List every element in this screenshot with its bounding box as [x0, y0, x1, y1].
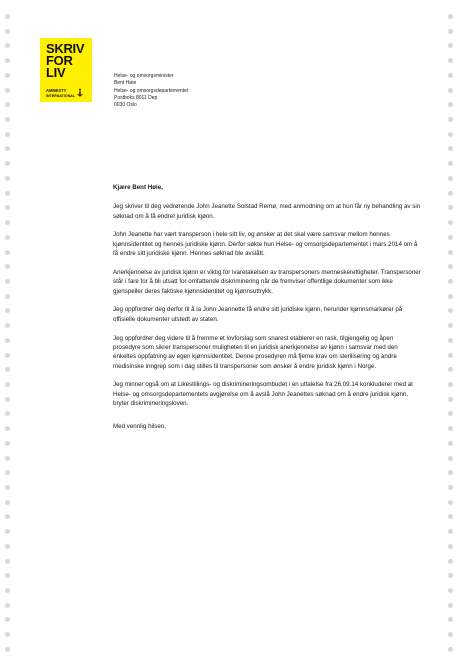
- perforation-dot: [5, 264, 10, 269]
- perforation-dot: [5, 191, 10, 196]
- perforation-dot: [5, 308, 10, 313]
- perforation-dot: [5, 588, 10, 593]
- perforation-dot: [5, 323, 10, 328]
- address-line: Bent Høie: [114, 80, 137, 87]
- perforation-dot: [448, 353, 453, 358]
- perforation-dot: [448, 323, 453, 328]
- perforation-dot: [448, 235, 453, 240]
- perforation-dot: [448, 132, 453, 137]
- perforation-dot: [448, 485, 453, 490]
- candle-icon: [77, 88, 83, 98]
- perforation-dot: [5, 411, 10, 416]
- perforation-dot: [448, 294, 453, 299]
- paragraph-6: Jeg minner også om at Likestillings- og diskrimineringsombudet i en uttalelse fra 26.09.14 konkluderer med at Helse- og omsorgsdepartementets avgjørelse om å avslå John Jeanettes søknad om å endre juridisk kjønn, bryter diskrimineringsloven.: [113, 381, 413, 408]
- perforation-dot: [448, 264, 453, 269]
- perforation-dot: [5, 117, 10, 122]
- perforation-dot: [5, 573, 10, 578]
- perforation-dot: [5, 220, 10, 225]
- paragraph-3: Anerkjennelse av juridisk kjønn er viktig for ivaretakelsen av transpersoners menneskerettigheter. Transpersoner står i fare for å bli utsatt for omfattende diskriminering når de fremviser offentlige dokumenter som ikke gjenspeiler deres faktiske kjønnsidentitet og kjønnsuttrykk.: [113, 268, 421, 295]
- perforation-dot: [448, 161, 453, 166]
- paragraph-1: Jeg skriver til deg vedrørende John Jeanette Solstad Remø, med anmodning om at hun får ny behandling av sin søknad om å få endret juridisk kjønn.: [113, 203, 421, 220]
- perforation-dot: [5, 235, 10, 240]
- closing: Med vennlig hilsen,: [113, 423, 166, 431]
- perforation-dot: [448, 73, 453, 78]
- perforation-dot: [448, 382, 453, 387]
- perforation-dot: [448, 514, 453, 519]
- perforation-dot: [448, 308, 453, 313]
- perforation-dot: [448, 58, 453, 63]
- perforation-dot: [5, 279, 10, 284]
- perforation-dot: [448, 397, 453, 402]
- logo-line-2: FOR: [46, 53, 73, 68]
- perforation-dot: [5, 294, 10, 299]
- address-line: 0030 Oslo: [114, 102, 137, 109]
- perforation-dot: [5, 500, 10, 505]
- brand-bottom: INTERNATIONAL: [46, 94, 76, 98]
- perforation-dot: [448, 279, 453, 284]
- perforation-dot: [448, 146, 453, 151]
- perforation-dot: [448, 529, 453, 534]
- perforation-dot: [5, 382, 10, 387]
- perforation-dot: [5, 73, 10, 78]
- perforation-dot: [448, 617, 453, 622]
- perforation-dot: [5, 43, 10, 48]
- perforation-dot: [5, 514, 10, 519]
- perforation-dot: [448, 117, 453, 122]
- perforation-dot: [5, 102, 10, 107]
- perforation-dot: [5, 146, 10, 151]
- right-edge-perforation: [446, 14, 454, 652]
- logo-line-3: LIV: [46, 65, 66, 80]
- perforation-dot: [5, 617, 10, 622]
- perforation-dot: [5, 367, 10, 372]
- perforation-dot: [5, 161, 10, 166]
- perforation-dot: [448, 573, 453, 578]
- logo-line-1: SKRIV: [46, 41, 85, 56]
- perforation-dot: [5, 632, 10, 637]
- left-edge-perforation: [3, 14, 11, 652]
- perforation-dot: [5, 14, 10, 19]
- perforation-dot: [448, 426, 453, 431]
- perforation-dot: [5, 205, 10, 210]
- perforation-dot: [5, 559, 10, 564]
- perforation-dot: [5, 250, 10, 255]
- perforation-dot: [5, 544, 10, 549]
- perforation-dot: [5, 338, 10, 343]
- perforation-dot: [448, 43, 453, 48]
- perforation-dot: [5, 132, 10, 137]
- perforation-dot: [448, 191, 453, 196]
- perforation-dot: [5, 485, 10, 490]
- skriv-for-liv-logo: [40, 38, 92, 102]
- address-line: Postboks 8011 Dep: [114, 94, 158, 101]
- perforation-dot: [448, 500, 453, 505]
- brand-top: AMNESTY: [46, 88, 67, 94]
- perforation-dot: [448, 632, 453, 637]
- perforation-dot: [5, 29, 10, 34]
- perforation-dot: [5, 88, 10, 93]
- perforation-dot: [5, 58, 10, 63]
- perforation-dot: [5, 441, 10, 446]
- perforation-dot: [5, 529, 10, 534]
- perforation-dot: [448, 544, 453, 549]
- perforation-dot: [448, 647, 453, 652]
- perforation-dot: [448, 88, 453, 93]
- perforation-dot: [448, 205, 453, 210]
- perforation-dot: [448, 441, 453, 446]
- perforation-dot: [448, 14, 453, 19]
- perforation-dot: [448, 220, 453, 225]
- perforation-dot: [448, 176, 453, 181]
- address-line: Helse- og omsorgsminister: [114, 73, 174, 79]
- perforation-dot: [448, 456, 453, 461]
- perforation-dot: [448, 367, 453, 372]
- address-line: Helse- og omsorgsdepartementet: [114, 87, 189, 94]
- perforation-dot: [448, 29, 453, 34]
- perforation-dot: [5, 470, 10, 475]
- salutation: Kjære Bent Høie,: [113, 184, 163, 191]
- perforation-dot: [5, 603, 10, 608]
- paragraph-2: John Jeanette har vært transperson i hele sitt liv, og ønsker at det skal være samsvar mellom hennes kjønnsidentitet og hennes juridiske kjønn. Derfor søkte hun Helse- og omsorgsdepartementet i mars 2014 om å få endre sitt juridiske kjønn. Hennes søknad ble avslått.: [113, 231, 418, 258]
- perforation-dot: [448, 102, 453, 107]
- perforation-dot: [5, 426, 10, 431]
- perforation-dot: [448, 588, 453, 593]
- perforation-dot: [5, 456, 10, 461]
- perforation-dot: [448, 559, 453, 564]
- amnesty-brand: [46, 88, 83, 98]
- paragraph-5: Jeg oppfordrer deg videre til å fremme et lovforslag som snarest etablerer en rask, tilgjengelig og åpen prosedyre som sikrer transpersoner muligheten til en juridisk anerkjennelse av kjønn i samsvar med den enkeltes oppfatning av egen kjønnsidentitet. Denne prosedyren må fjerne krav om sterilisering og andre medisinske inngrep som i dag stilles til transpersoner som ønsker å endre juridisk kjønn i Norge.: [113, 334, 398, 370]
- perforation-dot: [448, 470, 453, 475]
- perforation-dot: [5, 353, 10, 358]
- perforation-dot: [448, 411, 453, 416]
- perforation-dot: [5, 647, 10, 652]
- perforation-dot: [448, 603, 453, 608]
- perforation-dot: [448, 250, 453, 255]
- paragraph-4: Jeg oppfordrer deg derfor til å la John Jeannette få endre sitt juridiske kjønn, herunder kjønnsmarkører på offisielle dokumenter utstedt av staten.: [113, 306, 403, 323]
- perforation-dot: [448, 338, 453, 343]
- perforation-dot: [5, 176, 10, 181]
- perforation-dot: [5, 397, 10, 402]
- letter-body: [113, 183, 421, 441]
- recipient-address: [114, 73, 188, 109]
